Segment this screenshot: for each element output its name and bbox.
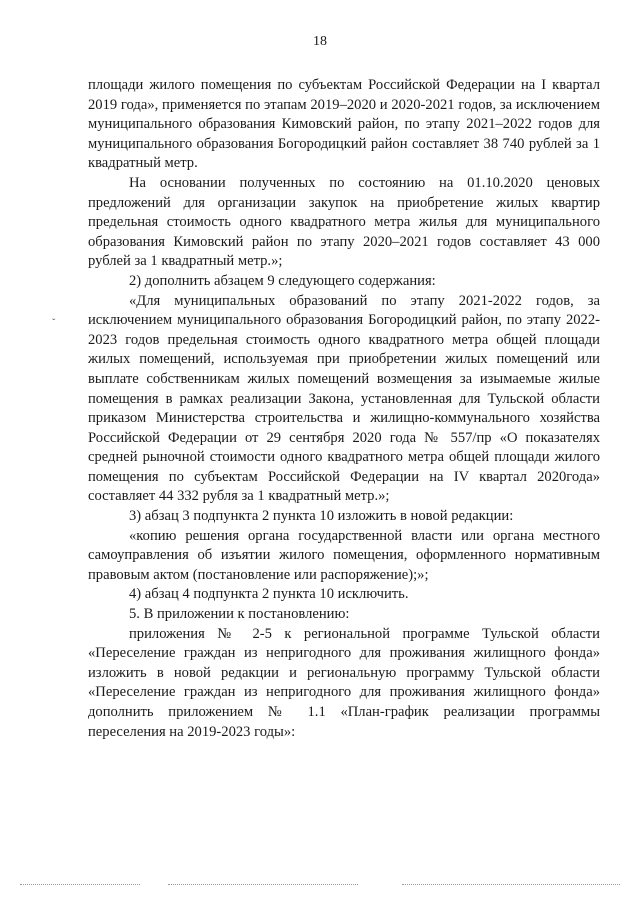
paragraph-8: 5. В приложении к постановлению: [129, 606, 350, 623]
scan-mark: ˇ [52, 318, 56, 329]
scan-artifact-right [402, 884, 620, 886]
paragraph-5: 3) абзац 3 подпункта 2 пункта 10 изложить в новой редакции: [129, 508, 514, 525]
paragraph-2: На основании полученных по состоянию на 01.10.2020 ценовых предложений для организации закупок на приобретение жилых квартир предельная стоимость одного квадратного метра жилья для муниципального образования Кимовский район по этапу 2020–2021 годов составляет 43 000 рублей за 1 квадратный метр.»; [88, 174, 600, 270]
paragraph-3: 2) дополнить абзацем 9 следующего содержания: [129, 272, 436, 289]
scan-artifact-middle [168, 884, 358, 886]
document-body [88, 76, 600, 742]
page-number: 18 [313, 34, 327, 49]
paragraph-6: «копию решения органа государственной власти или органа местного самоуправления об изъятии жилого помещения, оформленного нормативным правовым актом (постановление или распоряжение);»; [88, 527, 600, 583]
paragraph-9: приложения № 2-5 к региональной программе Тульской области «Переселение граждан из непригодного для проживания жилищного фонда» изложить в новой редакции и региональную программу Тульской области «Переселение граждан из непригодного для проживания жилищного фонда» дополнить приложением № 1.1 «План-график реализации программы переселения на 2019-2023 годы»: [88, 625, 600, 740]
scan-artifact-left [20, 884, 140, 886]
paragraph-7: 4) абзац 4 подпункта 2 пункта 10 исключить. [129, 586, 409, 603]
paragraph-1: площади жилого помещения по субъектам Российской Федерации на I квартал 2019 года», применяется по этапам 2019–2020 и 2020-2021 годов, за исключением муниципального образования Кимовский район, по этапу 2021–2022 годов для муниципального образования Богородицкий район составляет 38 740 рублей за 1 квадратный метр. [88, 77, 600, 172]
paragraph-4: «Для муниципальных образований по этапу 2021-2022 годов, за исключением муниципального образования Богородицкий район, по этапу 2022-2023 годов предельная стоимость одного квадратного метра общей площади жилых помещений, используемая при приобретении жилых помещений или выплате собственникам жилых помещений возмещения за изымаемые жилые помещения в рамках реализации Закона, установленная для Тульской области приказом Министерства строительства и жилищно-коммунального хозяйства Российской Федерации от 29 сентября 2020 года № 557/пр «О показателях средней рыночной стоимости одного квадратного метра общей площади жилого помещения по субъектам Российской Федерации на IV квартал 2020года» составляет 44 332 рубля за 1 квадратный метр.»; [88, 292, 600, 505]
